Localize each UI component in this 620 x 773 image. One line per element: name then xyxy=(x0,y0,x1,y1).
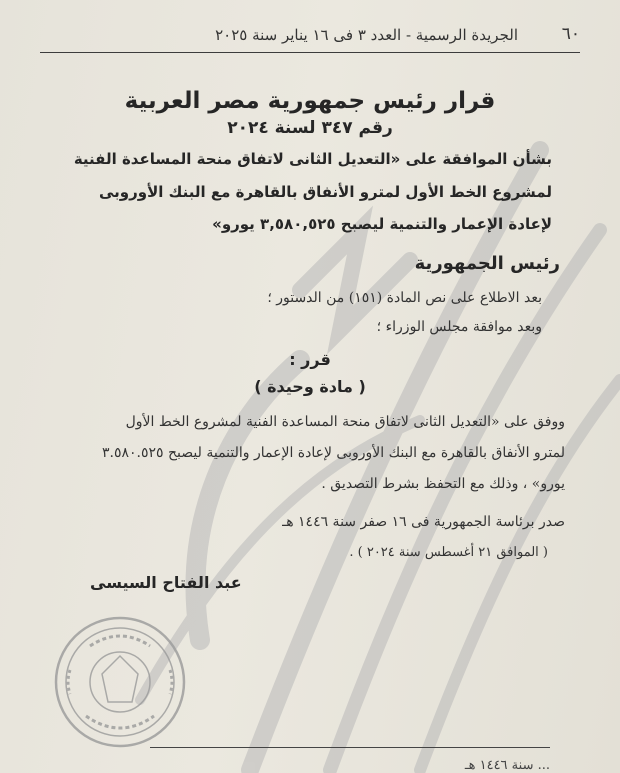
article-body-line: ووفق على «التعديل الثانى لاتفاق منحة المساعدة الفنية لمشروع الخط الأول xyxy=(125,414,565,430)
header-divider xyxy=(40,52,580,53)
preamble-line: بعد الاطلاع على نص المادة (١٥١) من الدستور ؛ xyxy=(267,290,542,306)
decree-number: رقم ٣٤٧ لسنة ٢٠٢٤ xyxy=(227,118,393,138)
page-number: ٦٠ xyxy=(561,24,580,44)
article-body-line: يورو» ، وذلك مع التحفظ بشرط التصديق . xyxy=(321,476,565,492)
resolved-heading: قرر : xyxy=(289,350,331,369)
gazette-issue-title: الجريدة الرسمية - العدد ٣ فى ١٦ يناير سنة ٢٠٢٥ xyxy=(215,26,518,44)
issued-date-gregorian: ( الموافق ٢١ أغسطس سنة ٢٠٢٤ ) . xyxy=(349,545,548,560)
page-header xyxy=(40,22,580,52)
decree-subject-line: لمشروع الخط الأول لمترو الأنفاق بالقاهرة مع البنك الأوروبى xyxy=(98,183,552,201)
preamble-line: وبعد موافقة مجلس الوزراء ؛ xyxy=(376,319,542,335)
decree-title: قرار رئيس جمهورية مصر العربية xyxy=(124,88,496,114)
decree-subject-line: لإعادة الإعمار والتنمية ليصبح ٣,٥٨٠,٥٢٥ يورو» xyxy=(212,215,552,233)
issued-date-hijri: صدر برئاسة الجمهورية فى ١٦ صفر سنة ١٤٤٦ هـ xyxy=(282,514,565,530)
president-signature: عبد الفتاح السيسى xyxy=(90,573,242,592)
footer-divider xyxy=(150,747,550,748)
official-seal-stamp xyxy=(50,612,190,752)
article-body-line: لمترو الأنفاق بالقاهرة مع البنك الأوروبى لإعادة الإعمار والتنمية ليصبح ٣.٥٨٠.٥٢٥ xyxy=(102,445,565,461)
decree-subject-line: بشأن الموافقة على «التعديل الثانى لاتفاق منحة المساعدة الفنية xyxy=(73,150,552,168)
footer-cut-off-text: ... سنة ١٤٤٦ هـ xyxy=(464,758,550,773)
president-heading: رئيس الجمهورية xyxy=(414,253,560,274)
single-article-heading: ( مادة وحيدة ) xyxy=(254,377,366,396)
